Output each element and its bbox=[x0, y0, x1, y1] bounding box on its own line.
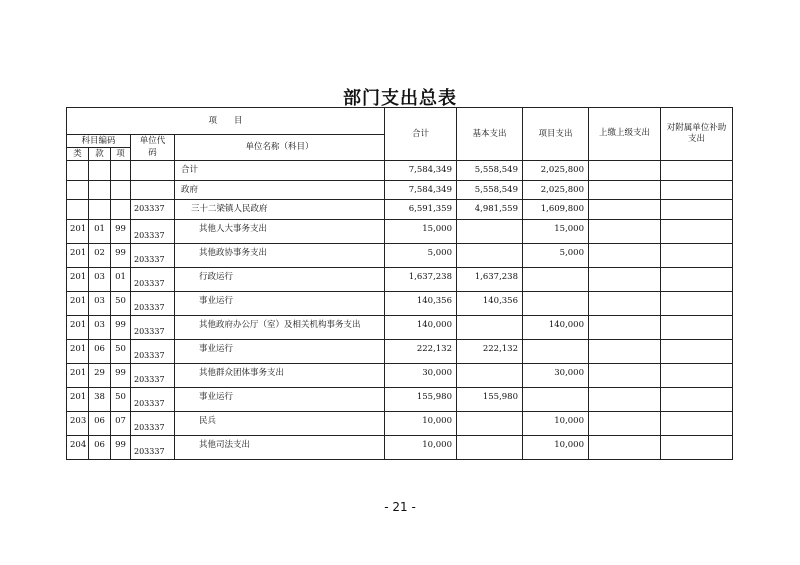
cell-unit-name: 事业运行 bbox=[175, 291, 385, 315]
table-row bbox=[67, 291, 733, 315]
cell-xiang: 01 bbox=[111, 267, 131, 291]
cell-lei: 201 bbox=[67, 339, 89, 363]
cell-lei: 201 bbox=[67, 267, 89, 291]
cell-upper bbox=[589, 363, 661, 387]
cell-unit-code bbox=[131, 161, 175, 181]
header-unit-code: 单位代码 bbox=[131, 135, 175, 161]
cell-unit-name: 三十二梁镇人民政府 bbox=[175, 200, 385, 220]
cell-upper bbox=[589, 435, 661, 459]
cell-unit-name: 其他政协事务支出 bbox=[175, 243, 385, 267]
cell-basic bbox=[457, 435, 523, 459]
cell-basic: 140,356 bbox=[457, 291, 523, 315]
table-row bbox=[67, 387, 733, 411]
cell-unit-name: 其他司法支出 bbox=[175, 435, 385, 459]
page-number: - 21 - bbox=[384, 500, 416, 514]
cell-total: 30,000 bbox=[385, 363, 457, 387]
cell-project bbox=[523, 339, 589, 363]
cell-unit-name: 政府 bbox=[175, 180, 385, 200]
cell-unit-name: 民兵 bbox=[175, 411, 385, 435]
table-row bbox=[67, 161, 733, 181]
cell-upper bbox=[589, 339, 661, 363]
cell-subsidy bbox=[661, 315, 733, 339]
cell-subsidy bbox=[661, 161, 733, 181]
cell-kuan: 06 bbox=[89, 339, 111, 363]
cell-unit-code: 203337 bbox=[131, 339, 175, 363]
cell-basic bbox=[457, 315, 523, 339]
header-subsidy: 对附属单位补助支出 bbox=[661, 108, 733, 161]
cell-total: 5,000 bbox=[385, 243, 457, 267]
cell-unit-code: 203337 bbox=[131, 291, 175, 315]
cell-total: 6,591,359 bbox=[385, 200, 457, 220]
cell-project: 15,000 bbox=[523, 219, 589, 243]
cell-lei bbox=[67, 180, 89, 200]
cell-unit-code bbox=[131, 180, 175, 200]
table-row bbox=[67, 435, 733, 459]
cell-unit-name: 事业运行 bbox=[175, 339, 385, 363]
cell-unit-code: 203337 bbox=[131, 200, 175, 220]
cell-xiang: 07 bbox=[111, 411, 131, 435]
cell-basic: 222,132 bbox=[457, 339, 523, 363]
cell-kuan bbox=[89, 200, 111, 220]
cell-upper bbox=[589, 200, 661, 220]
cell-basic: 5,558,549 bbox=[457, 180, 523, 200]
cell-unit-name: 其他人大事务支出 bbox=[175, 219, 385, 243]
cell-subsidy bbox=[661, 411, 733, 435]
cell-lei: 201 bbox=[67, 315, 89, 339]
cell-lei: 201 bbox=[67, 387, 89, 411]
header-subject-code: 科目编码 bbox=[67, 135, 131, 148]
cell-project: 10,000 bbox=[523, 411, 589, 435]
cell-upper bbox=[589, 219, 661, 243]
cell-unit-code: 203337 bbox=[131, 363, 175, 387]
cell-xiang: 50 bbox=[111, 291, 131, 315]
cell-project bbox=[523, 267, 589, 291]
table-row bbox=[67, 267, 733, 291]
cell-unit-name: 其他群众团体事务支出 bbox=[175, 363, 385, 387]
cell-kuan: 06 bbox=[89, 411, 111, 435]
cell-total: 7,584,349 bbox=[385, 161, 457, 181]
cell-subsidy bbox=[661, 435, 733, 459]
cell-lei: 201 bbox=[67, 219, 89, 243]
cell-total: 155,980 bbox=[385, 387, 457, 411]
cell-kuan: 06 bbox=[89, 435, 111, 459]
cell-subsidy bbox=[661, 180, 733, 200]
cell-lei: 201 bbox=[67, 363, 89, 387]
cell-total: 1,637,238 bbox=[385, 267, 457, 291]
cell-total: 140,356 bbox=[385, 291, 457, 315]
cell-project bbox=[523, 387, 589, 411]
cell-basic: 4,981,559 bbox=[457, 200, 523, 220]
table-row bbox=[67, 411, 733, 435]
header-total: 合计 bbox=[385, 108, 457, 161]
cell-upper bbox=[589, 267, 661, 291]
cell-unit-name: 事业运行 bbox=[175, 387, 385, 411]
cell-project: 140,000 bbox=[523, 315, 589, 339]
cell-subsidy bbox=[661, 267, 733, 291]
cell-project: 2,025,800 bbox=[523, 161, 589, 181]
table-row bbox=[67, 180, 733, 200]
cell-subsidy bbox=[661, 243, 733, 267]
cell-kuan: 01 bbox=[89, 219, 111, 243]
table-row bbox=[67, 200, 733, 220]
cell-total: 10,000 bbox=[385, 411, 457, 435]
cell-xiang: 99 bbox=[111, 435, 131, 459]
cell-kuan: 03 bbox=[89, 291, 111, 315]
cell-upper bbox=[589, 161, 661, 181]
cell-xiang: 99 bbox=[111, 363, 131, 387]
cell-xiang: 50 bbox=[111, 387, 131, 411]
cell-upper bbox=[589, 180, 661, 200]
cell-lei: 201 bbox=[67, 243, 89, 267]
cell-subsidy bbox=[661, 291, 733, 315]
cell-total: 15,000 bbox=[385, 219, 457, 243]
cell-total: 222,132 bbox=[385, 339, 457, 363]
cell-xiang bbox=[111, 180, 131, 200]
cell-kuan: 38 bbox=[89, 387, 111, 411]
cell-unit-code: 203337 bbox=[131, 219, 175, 243]
cell-total: 140,000 bbox=[385, 315, 457, 339]
cell-kuan bbox=[89, 161, 111, 181]
cell-unit-code: 203337 bbox=[131, 435, 175, 459]
cell-basic bbox=[457, 243, 523, 267]
cell-basic: 5,558,549 bbox=[457, 161, 523, 181]
cell-unit-code: 203337 bbox=[131, 267, 175, 291]
cell-basic bbox=[457, 363, 523, 387]
cell-xiang: 99 bbox=[111, 219, 131, 243]
expenditure-table bbox=[66, 107, 733, 460]
cell-total: 7,584,349 bbox=[385, 180, 457, 200]
cell-kuan: 29 bbox=[89, 363, 111, 387]
cell-project: 30,000 bbox=[523, 363, 589, 387]
cell-upper bbox=[589, 243, 661, 267]
cell-upper bbox=[589, 387, 661, 411]
cell-unit-code: 203337 bbox=[131, 411, 175, 435]
header-basic: 基本支出 bbox=[457, 108, 523, 161]
table-row bbox=[67, 339, 733, 363]
cell-project: 2,025,800 bbox=[523, 180, 589, 200]
cell-xiang: 99 bbox=[111, 243, 131, 267]
cell-lei: 201 bbox=[67, 291, 89, 315]
cell-lei bbox=[67, 161, 89, 181]
cell-subsidy bbox=[661, 387, 733, 411]
cell-xiang bbox=[111, 200, 131, 220]
cell-lei: 204 bbox=[67, 435, 89, 459]
cell-kuan: 02 bbox=[89, 243, 111, 267]
cell-subsidy bbox=[661, 363, 733, 387]
cell-subsidy bbox=[661, 200, 733, 220]
cell-unit-code: 203337 bbox=[131, 315, 175, 339]
cell-basic bbox=[457, 411, 523, 435]
cell-unit-code: 203337 bbox=[131, 387, 175, 411]
cell-upper bbox=[589, 315, 661, 339]
cell-lei: 203 bbox=[67, 411, 89, 435]
cell-upper bbox=[589, 291, 661, 315]
cell-total: 10,000 bbox=[385, 435, 457, 459]
cell-unit-name: 其他政府办公厅（室）及相关机构事务支出 bbox=[175, 315, 385, 339]
cell-upper bbox=[589, 411, 661, 435]
table-row bbox=[67, 363, 733, 387]
header-project-exp: 项目支出 bbox=[523, 108, 589, 161]
cell-xiang: 99 bbox=[111, 315, 131, 339]
cell-subsidy bbox=[661, 219, 733, 243]
cell-subsidy bbox=[661, 339, 733, 363]
cell-unit-name: 行政运行 bbox=[175, 267, 385, 291]
cell-xiang bbox=[111, 161, 131, 181]
cell-kuan: 03 bbox=[89, 267, 111, 291]
header-unit-name: 单位名称（科目） bbox=[175, 135, 385, 161]
cell-kuan: 03 bbox=[89, 315, 111, 339]
cell-project: 5,000 bbox=[523, 243, 589, 267]
cell-basic: 155,980 bbox=[457, 387, 523, 411]
cell-unit-code: 203337 bbox=[131, 243, 175, 267]
header-xiang: 项 bbox=[111, 148, 131, 161]
header-lei: 类 bbox=[67, 148, 89, 161]
cell-basic bbox=[457, 219, 523, 243]
page-title: 部门支出总表 bbox=[343, 88, 457, 109]
header-kuan: 款 bbox=[89, 148, 111, 161]
header-project: 项 目 bbox=[67, 108, 385, 135]
cell-project: 10,000 bbox=[523, 435, 589, 459]
cell-basic: 1,637,238 bbox=[457, 267, 523, 291]
header-upper-pay: 上缴上级支出 bbox=[589, 108, 661, 161]
cell-kuan bbox=[89, 180, 111, 200]
cell-project: 1,609,800 bbox=[523, 200, 589, 220]
table-row bbox=[67, 219, 733, 243]
cell-xiang: 50 bbox=[111, 339, 131, 363]
cell-project bbox=[523, 291, 589, 315]
cell-unit-name: 合计 bbox=[175, 161, 385, 181]
table-row bbox=[67, 315, 733, 339]
table-row bbox=[67, 243, 733, 267]
cell-lei bbox=[67, 200, 89, 220]
